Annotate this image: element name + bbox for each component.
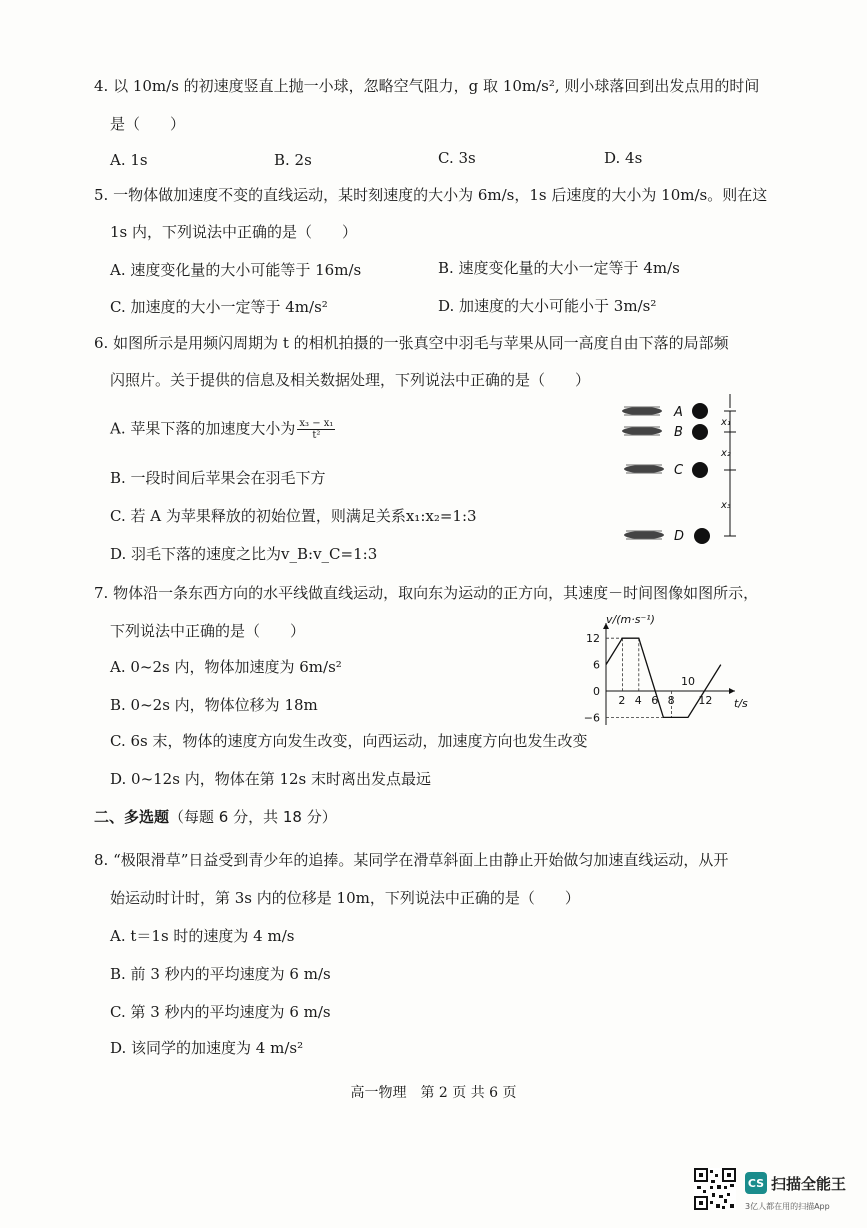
q8-stem-line2: 始运动时计时，第 3s 内的位移是 10m，下列说法中正确的是（ ）	[110, 889, 580, 907]
apple-c-icon	[692, 462, 708, 478]
q4-stem-line2: 是（ ）	[110, 115, 186, 133]
brand-tagline: 3亿人都在用的扫描App	[745, 1202, 830, 1211]
q4-option-c: C. 3s	[438, 149, 476, 167]
section-2-title: 二、多选题	[94, 808, 170, 826]
label-d: D	[674, 529, 685, 544]
q7-option-b: B. 0~2s 内，物体位移为 18m	[110, 696, 318, 714]
distance-markers	[724, 394, 736, 536]
label-x1: x₁	[721, 417, 731, 428]
q4-option-d: D. 4s	[604, 149, 643, 167]
q8-option-c: C. 第 3 秒内的平均速度为 6 m/s	[110, 1003, 331, 1021]
feather-row-b	[622, 424, 708, 440]
q4-option-a: A. 1s	[110, 151, 148, 169]
q7-option-a: A. 0~2s 内，物体加速度为 6m/s²	[110, 658, 342, 676]
y-tick-label-3: −6	[583, 711, 600, 725]
q7-option-d: D. 0~12s 内，物体在第 12s 末时离出发点最远	[110, 770, 432, 788]
label-x2: x₂	[721, 448, 731, 459]
label-c: C	[674, 463, 684, 478]
q7-option-c: C. 6s 末，物体的速度方向发生改变，向西运动，加速度方向也发生改变	[110, 732, 588, 750]
x-axis-arrow	[729, 688, 735, 694]
section-2-heading	[94, 807, 337, 827]
q8-option-a: A. t＝1s 时的速度为 4 m/s	[110, 927, 295, 945]
q4-option-b: B. 2s	[274, 151, 312, 169]
q6-stem-line2: 闪照片。关于提供的信息及相关数据处理，下列说法中正确的是（ ）	[110, 371, 591, 389]
chart-xlabel: t/s	[734, 697, 748, 710]
page-footer: 高一物理 第 2 页 共 6 页	[350, 1085, 517, 1101]
q6-option-b: B. 一段时间后苹果会在羽毛下方	[110, 469, 326, 487]
x-tick-label-4: 4	[634, 694, 642, 707]
y-tick-label-1: 6	[593, 658, 600, 672]
x-tick-label-12: 12	[698, 694, 713, 707]
feather-row-d	[624, 528, 710, 544]
label-a: A	[674, 405, 683, 420]
cs-logo-icon: CS	[745, 1172, 767, 1194]
q5-option-b: B. 速度变化量的大小一定等于 4m/s	[438, 259, 680, 277]
scanner-brand	[745, 1172, 846, 1194]
q6-option-a	[110, 418, 335, 441]
x-tick-label-6: 6	[651, 694, 659, 707]
apple-a-icon	[692, 403, 708, 419]
x-tick-label-2: 2	[618, 694, 626, 707]
q7-vt-chart	[580, 605, 760, 725]
q8-stem-line1: 8. “极限滑草”日益受到青少年的追捧。某同学在滑草斜面上由静止开始做匀加速直线运动，从开	[94, 851, 729, 869]
q6-fraction-numerator: x₃ − x₁	[299, 418, 334, 429]
q6-stem-line1: 6. 如图所示是用频闪周期为 t 的相机拍摄的一张真空中羽毛与苹果从同一高度自由下落的局部频	[94, 334, 729, 352]
apple-d-icon	[694, 528, 710, 544]
q4-stem-line1: 4. 以 10m/s 的初速度竖直上抛一小球，忽略空气阻力，g 取 10m/s², 则小球落回到出发点用的时间	[94, 77, 760, 95]
q8-option-b: B. 前 3 秒内的平均速度为 6 m/s	[110, 965, 331, 983]
q5-option-a: A. 速度变化量的大小可能等于 16m/s	[110, 261, 362, 279]
apple-b-icon	[692, 424, 708, 440]
feather-row-c	[624, 462, 708, 478]
q7-stem-line2: 下列说法中正确的是（ ）	[110, 622, 306, 640]
q6-option-a-fraction	[297, 418, 335, 441]
brand-name: 扫描全能王	[771, 1174, 847, 1193]
q6-strobe-figure	[618, 392, 748, 552]
q6-fraction-denominator: t²	[312, 430, 321, 441]
q5-stem-line1: 5. 一物体做加速度不变的直线运动，某时刻速度的大小为 6m/s，1s 后速度的大小为 10m/s。则在这	[94, 186, 768, 204]
q5-option-d: D. 加速度的大小可能小于 3m/s²	[438, 297, 657, 315]
qr-code-icon	[694, 1168, 736, 1210]
feather-row-a	[622, 403, 708, 419]
section-2-note: （每题 6 分，共 18 分）	[169, 808, 337, 826]
q6-option-d: D. 羽毛下落的速度之比为v_B:v_C=1:3	[110, 545, 378, 563]
x-tick-label-10: 10	[681, 675, 695, 688]
y-tick-label-2: 0	[593, 685, 600, 698]
y-tick-label-0: 12	[586, 632, 600, 646]
q5-stem-line2: 1s 内，下列说法中正确的是（ ）	[110, 223, 358, 241]
chart-ylabel: v/(m·s⁻¹)	[606, 613, 655, 626]
label-x3: x₃	[721, 500, 731, 511]
q7-stem-line1: 7. 物体沿一条东西方向的水平线做直线运动，取向东为运动的正方向，其速度－时间图像如图所示，	[94, 584, 759, 602]
label-b: B	[674, 425, 683, 440]
q8-option-d: D. 该同学的加速度为 4 m/s²	[110, 1039, 304, 1057]
q5-option-c: C. 加速度的大小一定等于 4m/s²	[110, 298, 328, 316]
q6-option-a-text: A. 苹果下落的加速度大小为	[110, 419, 296, 438]
q6-option-c: C. 若 A 为苹果释放的初始位置，则满足关系x₁:x₂=1:3	[110, 507, 477, 525]
x-tick-label-8: 8	[667, 694, 675, 707]
